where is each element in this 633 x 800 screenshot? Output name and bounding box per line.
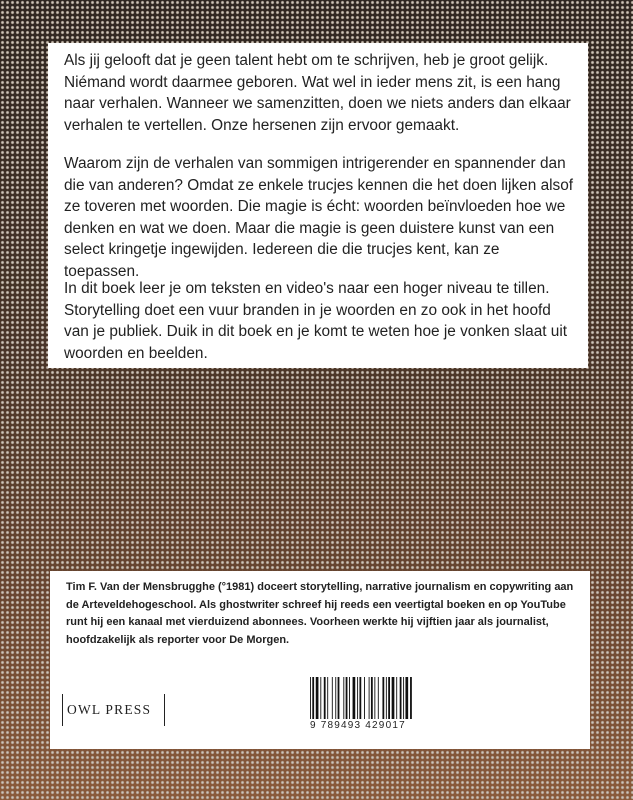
barcode-bar — [324, 677, 326, 719]
barcode-bar — [374, 677, 375, 719]
blurb-paragraph-2: Waarom zijn de verhalen van sommigen intrigerender en spannender dan die van anderen? Omdat ze enkele trucjes kennen die het doen lijken alsof ze toveren met woorden. Die magie is écht: woorden beïnvloeden hoe we denken en wat we doen. Maar die magie is geen duistere kunst van een select kringetje ingewijden. Iedereen die die trucjes kent, kan ze toepassen. — [64, 155, 574, 280]
isbn-number: 9 789493 429017 — [310, 720, 406, 731]
barcode-bar — [382, 677, 384, 719]
barcode-bar — [320, 677, 321, 719]
blurb-paragraph-3: In dit boek leer je om teksten en video's naar een hoger niveau te tillen. Storytelling doet een vuur branden in je woorden en zo ook in het hoofd van je publiek. Duik in dit boek en je komt te weten hoe je vonken slaat uit woorden en beelden. — [64, 280, 568, 362]
barcode-bar — [357, 677, 358, 719]
publisher-logo: OWL PRESS — [67, 702, 152, 717]
barcode-bar — [316, 677, 319, 719]
barcode-bar — [400, 677, 402, 719]
barcode-bar — [338, 677, 340, 719]
barcode-bar — [369, 677, 370, 719]
barcode-bar — [403, 677, 404, 719]
barcode — [308, 677, 438, 733]
barcode-bar — [392, 677, 395, 719]
logo-divider-left — [62, 694, 63, 726]
blurb-panel — [48, 43, 588, 368]
barcode-bar — [378, 677, 379, 719]
barcode-bar — [371, 677, 373, 719]
author-bio: Tim F. Van der Mensbrugghe (°1981) doceert storytelling, narrative journalism en copywriting aan de Arteveldehogeschool. Als ghostwriter schreef hij reeds een veertigtal boeken en op YouTube runt hij een kanaal met vierduizend abonnees. Voorheen werkte hij vijftien jaar als journalist, hoofdzakelijk als reporter voor De Morgen. — [66, 581, 574, 646]
barcode-bar — [410, 677, 412, 719]
barcode-bar — [312, 677, 314, 719]
barcode-bars — [308, 677, 438, 719]
barcode-bar — [327, 677, 328, 719]
barcode-bar — [396, 677, 397, 719]
barcode-bar — [346, 677, 348, 719]
barcode-bar — [349, 677, 350, 719]
barcode-bar — [343, 677, 344, 719]
barcode-bar — [364, 677, 365, 719]
barcode-bar — [332, 677, 333, 719]
barcode-bar — [386, 677, 387, 719]
barcode-bar — [335, 677, 336, 719]
logo-divider-right — [164, 694, 165, 726]
barcode-bar — [353, 677, 356, 719]
barcode-bar — [388, 677, 390, 719]
barcode-bar — [310, 677, 311, 719]
author-panel — [50, 571, 590, 749]
barcode-bar — [405, 677, 408, 719]
blurb-paragraph-1: Als jij gelooft dat je geen talent hebt om te schrijven, heb je groot gelijk. Niémand wordt daarmee geboren. Wat wel in ieder mens zit, is een hang naar verhalen. Wanneer we samenzitten, doen we niets anders dan elkaar verhalen te vertellen. Onze hersenen zijn ervoor gemaakt. — [64, 52, 571, 134]
barcode-bar — [359, 677, 361, 719]
